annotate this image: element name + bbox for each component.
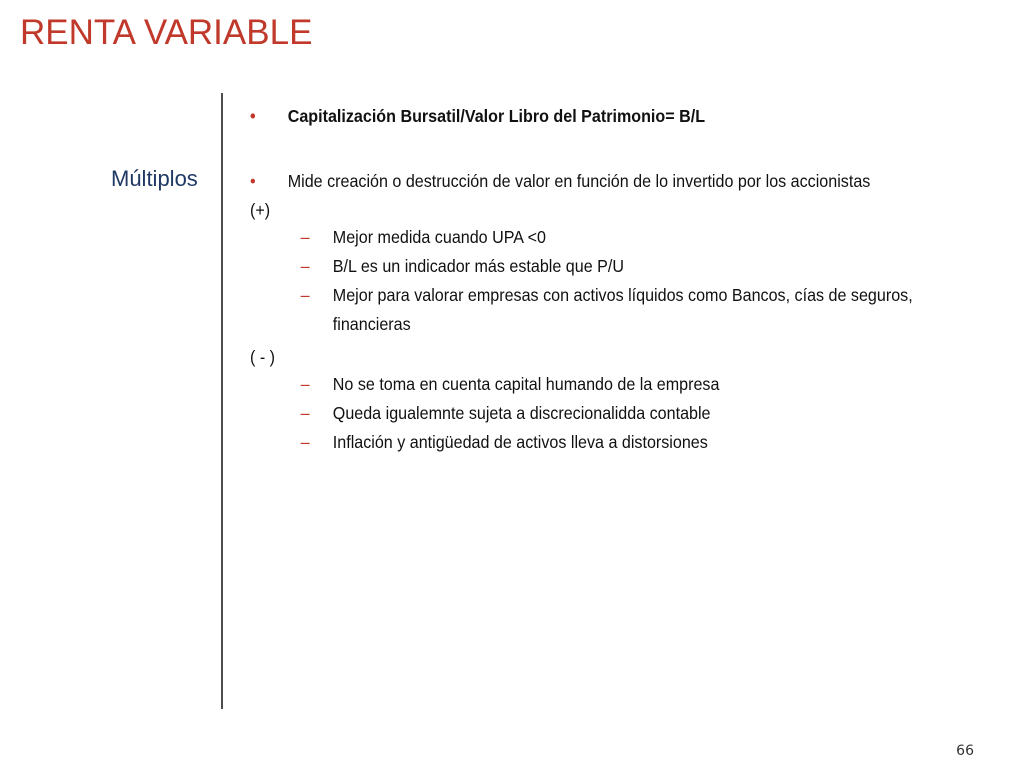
dash-marker: – — [300, 374, 310, 394]
dash-marker: – — [300, 285, 310, 305]
bullet-text: Capitalización Bursatil/Valor Libro del Patrimonio= B/L — [287, 106, 706, 126]
dash-marker: – — [300, 403, 310, 423]
bullet-text: Mide creación o destrucción de valor en función de lo invertido por los accionistas — [287, 171, 871, 191]
cons-item-text: No se toma en cuenta capital humando de la empresa — [332, 374, 720, 394]
dash-marker: – — [300, 227, 310, 247]
pros-item — [250, 223, 931, 252]
cons-item-text: Inflación y antigüedad de activos lleva a distorsiones — [332, 432, 708, 452]
pros-item-text: Mejor para valorar empresas con activos líquidos como Bancos, cías de seguros, financieras — [332, 285, 913, 334]
bullet-marker: • — [250, 171, 256, 191]
dash-marker: – — [300, 432, 310, 452]
pros-item-text: B/L es un indicador más estable que P/U — [332, 256, 624, 276]
vertical-divider — [221, 93, 223, 709]
slide-content — [250, 98, 931, 457]
pros-item-text: Mejor medida cuando UPA <0 — [332, 227, 546, 247]
cons-item — [250, 370, 931, 399]
pros-label: (+) — [250, 200, 271, 220]
slide-title: RENTA VARIABLE — [20, 13, 313, 52]
pros-item — [250, 281, 931, 339]
bullet-item-formula — [250, 105, 931, 127]
cons-item — [250, 399, 931, 428]
bullet-item-description — [250, 170, 931, 192]
bullet-marker: • — [250, 106, 256, 126]
page-number: 66 — [956, 743, 974, 759]
pros-item — [250, 252, 931, 281]
dash-marker: – — [300, 256, 310, 276]
cons-item-text: Queda igualemnte sujeta a discrecionalidda contable — [332, 403, 711, 423]
cons-item — [250, 428, 931, 457]
section-label: Múltiplos — [111, 166, 198, 191]
cons-label: ( - ) — [250, 347, 276, 367]
